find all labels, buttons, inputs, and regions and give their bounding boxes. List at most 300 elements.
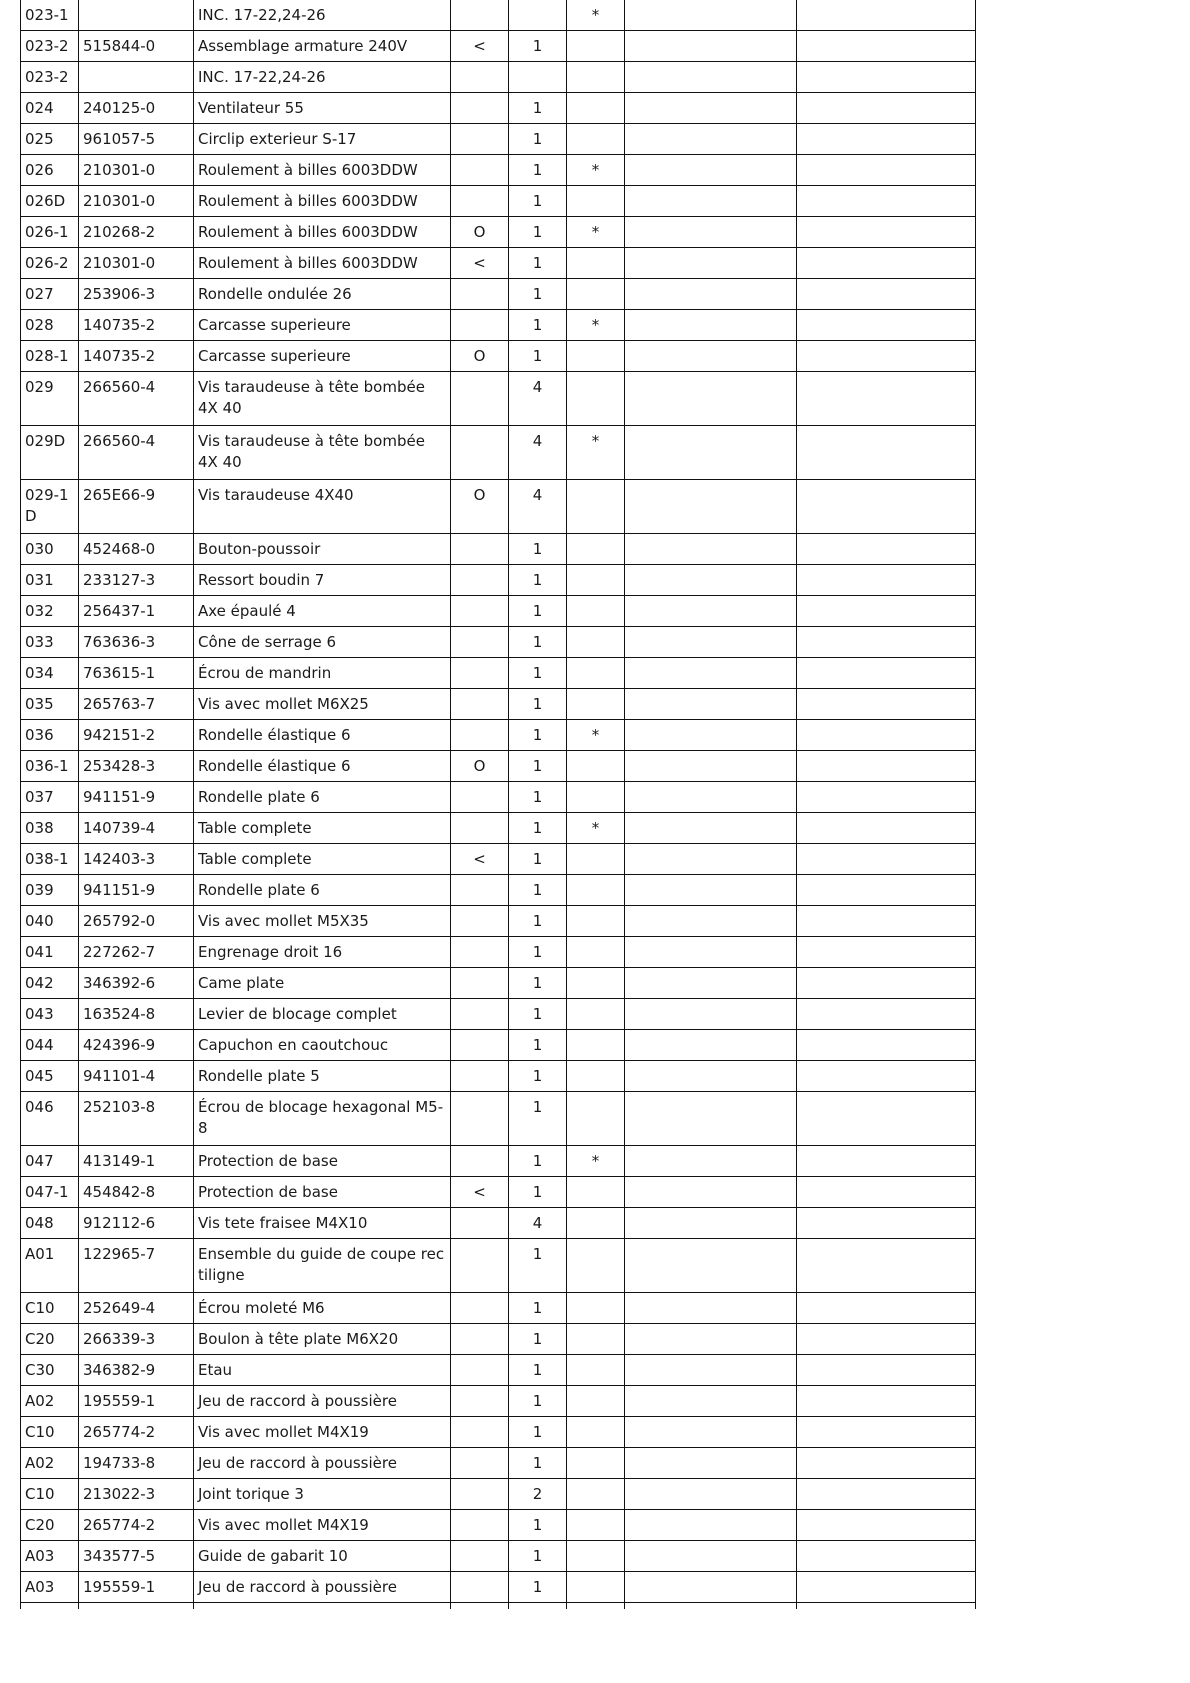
description-cell: Levier de blocage complet <box>194 999 451 1030</box>
part-number-cell: 452468-0 <box>79 534 194 565</box>
blank-cell <box>797 1479 976 1510</box>
part-number-cell: 912112-6 <box>79 1208 194 1239</box>
table-row <box>21 875 976 906</box>
table-row <box>21 1061 976 1092</box>
quantity-cell: 4 <box>509 426 567 480</box>
description-cell: Vis avec mollet M6X25 <box>194 689 451 720</box>
table-row <box>21 1293 976 1324</box>
part-number-cell: 256437-1 <box>79 596 194 627</box>
note-cell <box>567 1208 625 1239</box>
code-cell <box>451 1479 509 1510</box>
part-number-cell: 253906-3 <box>79 279 194 310</box>
note-cell: * <box>567 720 625 751</box>
quantity-cell: 1 <box>509 341 567 372</box>
part-number-cell: 763615-1 <box>79 658 194 689</box>
blank-cell <box>797 1386 976 1417</box>
quantity-cell: 1 <box>509 1030 567 1061</box>
item-number-cell: 027 <box>21 279 79 310</box>
description-cell: Roulement à billes 6003DDW <box>194 186 451 217</box>
table-row <box>21 1208 976 1239</box>
table-row <box>21 720 976 751</box>
blank-cell <box>625 155 797 186</box>
part-number-cell: 253428-3 <box>79 751 194 782</box>
note-cell <box>567 627 625 658</box>
code-cell: O <box>451 480 509 534</box>
note-cell <box>567 999 625 1030</box>
parts-table <box>20 0 976 1609</box>
quantity-cell: 1 <box>509 310 567 341</box>
blank-cell <box>797 751 976 782</box>
blank-cell <box>797 93 976 124</box>
code-cell <box>451 999 509 1030</box>
quantity-cell: 1 <box>509 155 567 186</box>
blank-cell <box>625 1324 797 1355</box>
table-row <box>21 186 976 217</box>
part-number-cell: 454842-8 <box>79 1177 194 1208</box>
quantity-cell: 1 <box>509 1448 567 1479</box>
note-cell <box>567 1386 625 1417</box>
description-cell: Boulon à tête plate M6X20 <box>194 1324 451 1355</box>
table-row <box>21 782 976 813</box>
blank-cell <box>625 1479 797 1510</box>
description-cell: Cône de serrage 6 <box>194 627 451 658</box>
table-row <box>21 480 976 534</box>
note-cell <box>567 1355 625 1386</box>
blank-cell <box>625 31 797 62</box>
blank-cell <box>625 1572 797 1603</box>
blank-cell <box>79 1603 194 1610</box>
blank-cell <box>625 968 797 999</box>
part-number-cell: 941151-9 <box>79 782 194 813</box>
code-cell <box>451 62 509 93</box>
quantity-cell: 1 <box>509 658 567 689</box>
code-cell <box>451 1572 509 1603</box>
quantity-cell: 1 <box>509 1572 567 1603</box>
blank-cell <box>797 1061 976 1092</box>
blank-cell <box>797 341 976 372</box>
quantity-cell: 4 <box>509 480 567 534</box>
table-row <box>21 1239 976 1293</box>
description-cell: Vis taraudeuse à tête bombée 4X 40 <box>194 372 451 426</box>
note-cell <box>567 31 625 62</box>
note-cell <box>567 1092 625 1146</box>
table-row <box>21 1510 976 1541</box>
blank-cell <box>625 310 797 341</box>
table-row <box>21 155 976 186</box>
blank-cell <box>625 813 797 844</box>
part-number-cell: 343577-5 <box>79 1541 194 1572</box>
blank-cell <box>625 1061 797 1092</box>
code-cell <box>451 689 509 720</box>
code-cell <box>451 1355 509 1386</box>
blank-cell <box>625 534 797 565</box>
table-row <box>21 1541 976 1572</box>
blank-cell <box>797 906 976 937</box>
item-number-cell: 048 <box>21 1208 79 1239</box>
table-row <box>21 844 976 875</box>
item-number-cell: 039 <box>21 875 79 906</box>
part-number-cell: 266560-4 <box>79 426 194 480</box>
note-cell <box>567 1030 625 1061</box>
blank-cell <box>625 1448 797 1479</box>
table-row <box>21 217 976 248</box>
quantity-cell: 1 <box>509 1541 567 1572</box>
blank-cell <box>797 720 976 751</box>
note-cell <box>567 596 625 627</box>
blank-cell <box>625 1177 797 1208</box>
note-cell <box>567 1239 625 1293</box>
quantity-cell: 1 <box>509 1510 567 1541</box>
description-cell: Rondelle élastique 6 <box>194 720 451 751</box>
blank-cell <box>797 937 976 968</box>
blank-cell <box>797 372 976 426</box>
code-cell <box>451 124 509 155</box>
quantity-cell: 1 <box>509 813 567 844</box>
description-cell: Rondelle plate 6 <box>194 875 451 906</box>
item-number-cell: A01 <box>21 1239 79 1293</box>
code-cell <box>451 186 509 217</box>
code-cell: < <box>451 844 509 875</box>
code-cell <box>451 1448 509 1479</box>
code-cell <box>451 1092 509 1146</box>
code-cell <box>451 279 509 310</box>
item-number-cell: 028-1 <box>21 341 79 372</box>
item-number-cell: 033 <box>21 627 79 658</box>
description-cell: Vis avec mollet M5X35 <box>194 906 451 937</box>
code-cell <box>451 0 509 31</box>
blank-cell <box>625 689 797 720</box>
code-cell <box>451 782 509 813</box>
table-row <box>21 62 976 93</box>
note-cell <box>567 689 625 720</box>
table-row <box>21 906 976 937</box>
item-number-cell: 038-1 <box>21 844 79 875</box>
item-number-cell: 045 <box>21 1061 79 1092</box>
blank-cell <box>625 1208 797 1239</box>
blank-cell <box>625 999 797 1030</box>
blank-cell <box>797 124 976 155</box>
item-number-cell: 041 <box>21 937 79 968</box>
code-cell <box>451 1386 509 1417</box>
blank-cell <box>625 1146 797 1177</box>
code-cell <box>451 937 509 968</box>
blank-cell <box>797 1355 976 1386</box>
code-cell <box>451 372 509 426</box>
table-row <box>21 937 976 968</box>
quantity-cell: 1 <box>509 31 567 62</box>
blank-cell <box>625 875 797 906</box>
blank-cell <box>797 1417 976 1448</box>
description-cell: Joint torique 3 <box>194 1479 451 1510</box>
item-number-cell: 047-1 <box>21 1177 79 1208</box>
note-cell <box>567 1417 625 1448</box>
table-row <box>21 0 976 31</box>
item-number-cell: C10 <box>21 1479 79 1510</box>
quantity-cell: 1 <box>509 1146 567 1177</box>
item-number-cell: 029D <box>21 426 79 480</box>
part-number-cell: 424396-9 <box>79 1030 194 1061</box>
blank-cell <box>194 1603 451 1610</box>
table-row <box>21 372 976 426</box>
table-row <box>21 248 976 279</box>
note-cell <box>567 186 625 217</box>
note-cell <box>567 1061 625 1092</box>
quantity-cell: 1 <box>509 689 567 720</box>
table-row <box>21 279 976 310</box>
item-number-cell: 046 <box>21 1092 79 1146</box>
blank-cell <box>451 1603 509 1610</box>
code-cell <box>451 875 509 906</box>
note-cell <box>567 782 625 813</box>
blank-cell <box>797 1092 976 1146</box>
item-number-cell: 029 <box>21 372 79 426</box>
code-cell: O <box>451 341 509 372</box>
blank-cell <box>797 426 976 480</box>
part-number-cell: 195559-1 <box>79 1386 194 1417</box>
blank-cell <box>625 480 797 534</box>
part-number-cell: 346382-9 <box>79 1355 194 1386</box>
code-cell <box>451 1239 509 1293</box>
part-number-cell <box>79 0 194 31</box>
part-number-cell <box>79 62 194 93</box>
part-number-cell: 140735-2 <box>79 310 194 341</box>
quantity-cell: 1 <box>509 1061 567 1092</box>
table-row <box>21 124 976 155</box>
blank-cell <box>797 1510 976 1541</box>
code-cell <box>451 813 509 844</box>
item-number-cell: 038 <box>21 813 79 844</box>
note-cell: * <box>567 217 625 248</box>
part-number-cell: 265774-2 <box>79 1510 194 1541</box>
item-number-cell: 023-2 <box>21 62 79 93</box>
item-number-cell: 035 <box>21 689 79 720</box>
table-row <box>21 426 976 480</box>
blank-cell <box>797 1603 976 1610</box>
note-cell <box>567 844 625 875</box>
code-cell <box>451 1061 509 1092</box>
item-number-cell: 043 <box>21 999 79 1030</box>
blank-cell <box>625 565 797 596</box>
quantity-cell: 1 <box>509 279 567 310</box>
note-cell: * <box>567 1146 625 1177</box>
description-cell: Roulement à billes 6003DDW <box>194 155 451 186</box>
code-cell <box>451 93 509 124</box>
item-number-cell: 030 <box>21 534 79 565</box>
description-cell: Ventilateur 55 <box>194 93 451 124</box>
blank-cell <box>797 658 976 689</box>
item-number-cell: C10 <box>21 1293 79 1324</box>
item-number-cell: 036 <box>21 720 79 751</box>
description-cell: Table complete <box>194 844 451 875</box>
blank-cell <box>567 1603 625 1610</box>
part-number-cell: 265792-0 <box>79 906 194 937</box>
blank-cell <box>625 93 797 124</box>
table-row <box>21 93 976 124</box>
blank-cell <box>797 875 976 906</box>
part-number-cell: 140735-2 <box>79 341 194 372</box>
code-cell <box>451 155 509 186</box>
blank-cell <box>625 426 797 480</box>
part-number-cell: 266560-4 <box>79 372 194 426</box>
part-number-cell: 265E66-9 <box>79 480 194 534</box>
code-cell: O <box>451 751 509 782</box>
blank-cell <box>625 627 797 658</box>
quantity-cell <box>509 0 567 31</box>
blank-cell <box>797 186 976 217</box>
note-cell <box>567 1293 625 1324</box>
blank-cell <box>797 999 976 1030</box>
description-cell: Table complete <box>194 813 451 844</box>
blank-cell <box>625 1293 797 1324</box>
part-number-cell: 266339-3 <box>79 1324 194 1355</box>
description-cell: Ensemble du guide de coupe rec tiligne <box>194 1239 451 1293</box>
item-number-cell: 031 <box>21 565 79 596</box>
description-cell: Vis avec mollet M4X19 <box>194 1417 451 1448</box>
description-cell: Engrenage droit 16 <box>194 937 451 968</box>
blank-cell <box>625 1541 797 1572</box>
part-number-cell: 163524-8 <box>79 999 194 1030</box>
note-cell: * <box>567 426 625 480</box>
note-cell <box>567 658 625 689</box>
note-cell <box>567 751 625 782</box>
table-row <box>21 999 976 1030</box>
description-cell: Jeu de raccord à poussière <box>194 1448 451 1479</box>
note-cell <box>567 875 625 906</box>
part-number-cell: 122965-7 <box>79 1239 194 1293</box>
blank-cell <box>797 62 976 93</box>
table-row <box>21 1479 976 1510</box>
part-number-cell: 252103-8 <box>79 1092 194 1146</box>
blank-cell <box>625 1030 797 1061</box>
item-number-cell: 024 <box>21 93 79 124</box>
code-cell <box>451 1146 509 1177</box>
blank-cell <box>797 480 976 534</box>
blank-cell <box>797 596 976 627</box>
note-cell <box>567 1572 625 1603</box>
note-cell: * <box>567 310 625 341</box>
code-cell <box>451 720 509 751</box>
quantity-cell: 1 <box>509 1386 567 1417</box>
item-number-cell: 034 <box>21 658 79 689</box>
quantity-cell: 1 <box>509 844 567 875</box>
description-cell: Roulement à billes 6003DDW <box>194 248 451 279</box>
table-row <box>21 1030 976 1061</box>
part-number-cell: 233127-3 <box>79 565 194 596</box>
blank-cell <box>625 248 797 279</box>
description-cell: Carcasse superieure <box>194 310 451 341</box>
note-cell <box>567 937 625 968</box>
description-cell: INC. 17-22,24-26 <box>194 62 451 93</box>
description-cell: Protection de base <box>194 1146 451 1177</box>
item-number-cell: C20 <box>21 1324 79 1355</box>
note-cell: * <box>567 813 625 844</box>
part-number-cell: 346392-6 <box>79 968 194 999</box>
quantity-cell: 1 <box>509 627 567 658</box>
item-number-cell: 042 <box>21 968 79 999</box>
part-number-cell: 195559-1 <box>79 1572 194 1603</box>
quantity-cell: 1 <box>509 720 567 751</box>
note-cell <box>567 279 625 310</box>
blank-cell <box>797 0 976 31</box>
quantity-cell: 1 <box>509 1177 567 1208</box>
description-cell: Ressort boudin 7 <box>194 565 451 596</box>
blank-cell <box>625 1603 797 1610</box>
part-number-cell: 210301-0 <box>79 155 194 186</box>
item-number-cell: 032 <box>21 596 79 627</box>
note-cell <box>567 968 625 999</box>
item-number-cell: 029-1 D <box>21 480 79 534</box>
part-number-cell: 413149-1 <box>79 1146 194 1177</box>
blank-cell <box>797 279 976 310</box>
code-cell: < <box>451 248 509 279</box>
description-cell: Guide de gabarit 10 <box>194 1541 451 1572</box>
note-cell: * <box>567 155 625 186</box>
quantity-cell: 1 <box>509 1324 567 1355</box>
note-cell: * <box>567 0 625 31</box>
item-number-cell: 026-1 <box>21 217 79 248</box>
table-row <box>21 751 976 782</box>
table-row <box>21 689 976 720</box>
table-row <box>21 596 976 627</box>
blank-cell <box>625 279 797 310</box>
note-cell <box>567 1510 625 1541</box>
item-number-cell: 028 <box>21 310 79 341</box>
part-number-cell: 140739-4 <box>79 813 194 844</box>
description-cell: Rondelle ondulée 26 <box>194 279 451 310</box>
description-cell: Rondelle plate 6 <box>194 782 451 813</box>
code-cell <box>451 906 509 937</box>
quantity-cell: 1 <box>509 534 567 565</box>
table-row <box>21 1417 976 1448</box>
blank-cell <box>797 813 976 844</box>
part-number-cell: 942151-2 <box>79 720 194 751</box>
note-cell <box>567 480 625 534</box>
item-number-cell: C10 <box>21 1417 79 1448</box>
blank-cell <box>797 1572 976 1603</box>
blank-cell <box>797 844 976 875</box>
note-cell <box>567 62 625 93</box>
blank-cell <box>797 1324 976 1355</box>
description-cell: Écrou de blocage hexagonal M5-8 <box>194 1092 451 1146</box>
table-row <box>21 658 976 689</box>
blank-cell <box>797 1239 976 1293</box>
table-row <box>21 1146 976 1177</box>
blank-cell <box>625 844 797 875</box>
quantity-cell: 1 <box>509 937 567 968</box>
item-number-cell: 047 <box>21 1146 79 1177</box>
blank-cell <box>797 534 976 565</box>
item-number-cell: 026 <box>21 155 79 186</box>
description-cell: Jeu de raccord à poussière <box>194 1572 451 1603</box>
description-cell: Assemblage armature 240V <box>194 31 451 62</box>
part-number-cell: 142403-3 <box>79 844 194 875</box>
parts-table-body <box>21 0 976 1609</box>
blank-cell <box>625 186 797 217</box>
quantity-cell: 1 <box>509 596 567 627</box>
blank-cell <box>625 596 797 627</box>
item-number-cell: A02 <box>21 1386 79 1417</box>
description-cell: Jeu de raccord à poussière <box>194 1386 451 1417</box>
description-cell: Came plate <box>194 968 451 999</box>
quantity-cell: 1 <box>509 999 567 1030</box>
code-cell <box>451 1324 509 1355</box>
quantity-cell: 1 <box>509 1293 567 1324</box>
quantity-cell: 1 <box>509 124 567 155</box>
blank-cell <box>797 968 976 999</box>
quantity-cell: 1 <box>509 565 567 596</box>
description-cell: Protection de base <box>194 1177 451 1208</box>
note-cell <box>567 1177 625 1208</box>
